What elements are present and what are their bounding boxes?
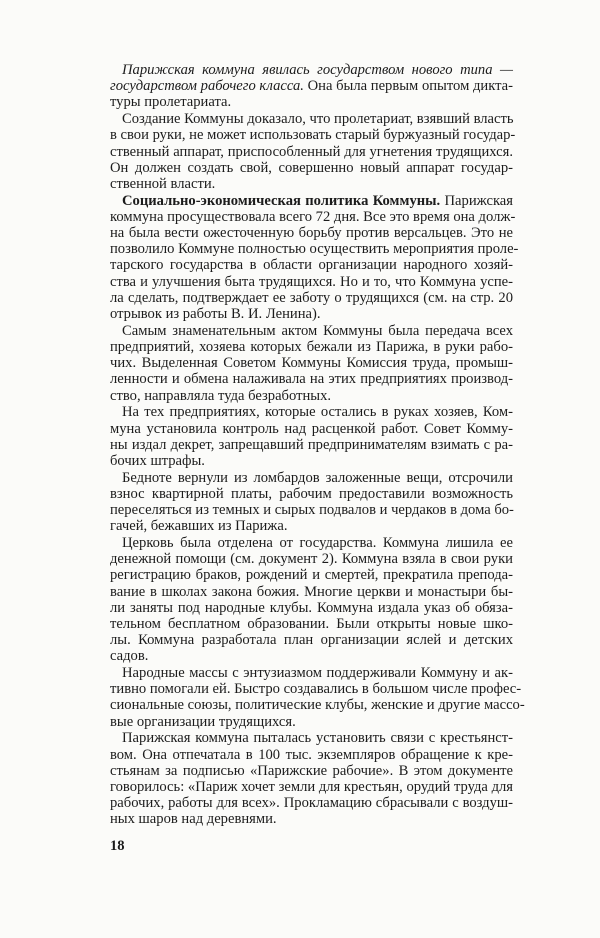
text-line [110, 111, 513, 127]
document-body [110, 62, 525, 828]
paragraph [110, 730, 513, 827]
text-line [110, 404, 513, 420]
text-line [110, 470, 513, 486]
text-segment: тарского государства в области организации народного хозяй- [110, 257, 513, 274]
text-segment: лы. Коммуна разработала план организации яслей и детских [110, 632, 513, 649]
text-line [110, 453, 513, 469]
paragraph [110, 323, 513, 404]
text-line [110, 535, 513, 551]
text-segment: рабочих, работы для всех». Прокламацию сбрасывали с воздуш- [110, 795, 513, 812]
text-segment: Он должен создать свой, совершенно новый аппарат государ- [110, 159, 513, 176]
text-segment: взнос квартирной платы, рабочим предоставили возможность [110, 485, 513, 502]
text-line [110, 355, 513, 371]
text-segment: вые организации трудящихся. [110, 713, 296, 730]
text-line [110, 176, 513, 192]
text-segment: ли заняты под народные клубы. Коммуна издала указ об обяза- [110, 599, 513, 616]
text-line [110, 714, 513, 730]
text-line [110, 160, 513, 176]
text-segment: стьянам за подписью «Парижские рабочие». В этом документе [110, 762, 513, 779]
paragraph [110, 470, 513, 535]
text-segment: Создание Коммуны доказало, что пролетариат, взявший власть [122, 111, 514, 128]
text-segment: переселяться из темных и сырых подвалов и чердаков в дома бо- [110, 502, 514, 519]
text-line [110, 193, 513, 209]
text-line [110, 600, 513, 616]
text-line [110, 257, 513, 273]
text-line [110, 225, 513, 241]
text-segment: чих. Выделенная Советом Коммуны Комиссия труда, промыш- [110, 355, 513, 372]
text-line [110, 127, 516, 144]
text-line [110, 323, 513, 339]
text-line [110, 648, 513, 664]
text-segment: туры пролетариата. [110, 94, 232, 111]
text-segment: говорилось: «Париж хочет земли для крестьян, орудий труда для [110, 779, 513, 795]
text-segment: ство, направляла туда безработных. [110, 387, 332, 404]
text-segment: сиональные союзы, политические клубы, женские и другие массо- [110, 697, 525, 714]
text-segment: вание в школах закона божия. Многие церкви и монастыри бы- [110, 583, 513, 600]
text-line [110, 632, 513, 648]
text-line [110, 78, 513, 94]
text-segment: Парижская [440, 192, 513, 209]
text-line [110, 795, 513, 811]
text-segment: Бедноте вернули из ломбардов заложенные вещи, отсрочили [122, 469, 513, 486]
text-segment: Церковь была отделена от государства. Коммуна лишила ее [122, 535, 513, 551]
text-line [110, 62, 513, 78]
text-line [110, 518, 513, 534]
text-line [110, 486, 513, 502]
text-segment: на была вести ожесточенную борьбу против версальцев. Это не [110, 225, 513, 242]
text-segment: вом. Она отпечатала в 100 тыс. экземпляров обращение к кре- [110, 746, 513, 763]
text-segment: тивно помогали ей. Быстро создавались в большом числе профес- [110, 681, 522, 698]
text-segment: ных шаров над деревнями. [110, 811, 277, 828]
text-segment: тельном бесплатном образовании. Были открыты новые шко- [110, 615, 513, 632]
text-line [110, 811, 513, 827]
text-line [110, 665, 513, 681]
text-line [110, 584, 513, 600]
text-line [110, 567, 513, 583]
text-segment: денежной помощи (см. документ 2). Коммуна взяла в свои руки [110, 551, 513, 568]
text-segment: бочих штрафы. [110, 452, 205, 469]
paragraph [110, 62, 513, 111]
text-line [110, 681, 522, 698]
text-line [110, 208, 516, 225]
text-segment: отрывок из работы В. И. Ленина). [110, 306, 321, 322]
text-line [110, 779, 513, 795]
text-line [110, 747, 513, 763]
text-line [110, 306, 513, 322]
text-segment: ны издал декрет, запрещавший предпринимателям взимать с ра- [110, 436, 513, 453]
page-number: 18 [110, 838, 125, 854]
section-heading: Социально-экономическая политика Коммуны. [122, 192, 441, 209]
text-line [110, 437, 513, 453]
text-segment: позволило Коммуне полностью осуществить мероприятия проле- [110, 241, 519, 258]
text-line [110, 551, 513, 567]
text-line [110, 502, 513, 518]
text-segment: Она была первым опытом дикта- [303, 78, 514, 95]
text-segment: садов. [110, 648, 149, 665]
text-line [110, 339, 513, 355]
text-segment: Самым знаменательным актом Коммуны была передача всех [122, 322, 513, 339]
text-segment: На тех предприятиях, которые остались в руках хозяев, Ком- [122, 404, 513, 421]
text-segment: ства и улучшения быта трудящихся. Но и то, что Коммуна успе- [110, 273, 513, 290]
text-segment: Парижская коммуна пыталась установить связи с крестьянст- [122, 730, 513, 747]
text-line [110, 94, 513, 110]
paragraph [110, 192, 519, 323]
text-line [110, 290, 513, 306]
text-line [110, 763, 513, 779]
text-segment: ленности и обмена налаживала на этих предприятиях производ- [110, 371, 513, 388]
text-line [110, 616, 513, 632]
emphasis-text: Парижская коммуна явилась государством нового типа — [122, 62, 513, 78]
paragraph [110, 535, 513, 665]
text-line [110, 730, 513, 746]
paragraph [110, 111, 516, 192]
text-segment: в свои руки, не может использовать старый буржуазный государ- [110, 127, 516, 144]
paragraph [110, 404, 513, 469]
text-segment: ла сделать, подтверждает ее заботу о трудящихся (см. на стр. 20 [110, 289, 513, 306]
text-line [110, 388, 513, 404]
paragraph [110, 665, 525, 730]
text-segment: ственной власти. [110, 175, 216, 192]
emphasis-text: государством рабочего класса. [110, 78, 304, 95]
text-line [110, 697, 525, 714]
text-line [110, 421, 513, 437]
text-segment: коммуна просуществовала всего 72 дня. Все это время она долж- [110, 208, 516, 225]
text-line [110, 241, 519, 258]
text-segment: Народные массы с энтузиазмом поддерживали Коммуну и ак- [122, 665, 513, 682]
text-segment: муна установила контроль над расценкой работ. Совет Комму- [110, 420, 513, 437]
text-line [110, 371, 513, 387]
text-segment: регистрацию браков, рождений и смертей, прекратила препода- [110, 567, 513, 584]
text-segment: гачей, бежавших из Парижа. [110, 518, 288, 535]
text-line [110, 274, 513, 290]
text-line [110, 144, 513, 160]
text-segment: ственный аппарат, приспособленный для угнетения трудящихся. [110, 143, 513, 160]
text-segment: предприятий, хозяева которых бежали из Парижа, в руки рабо- [110, 338, 513, 355]
